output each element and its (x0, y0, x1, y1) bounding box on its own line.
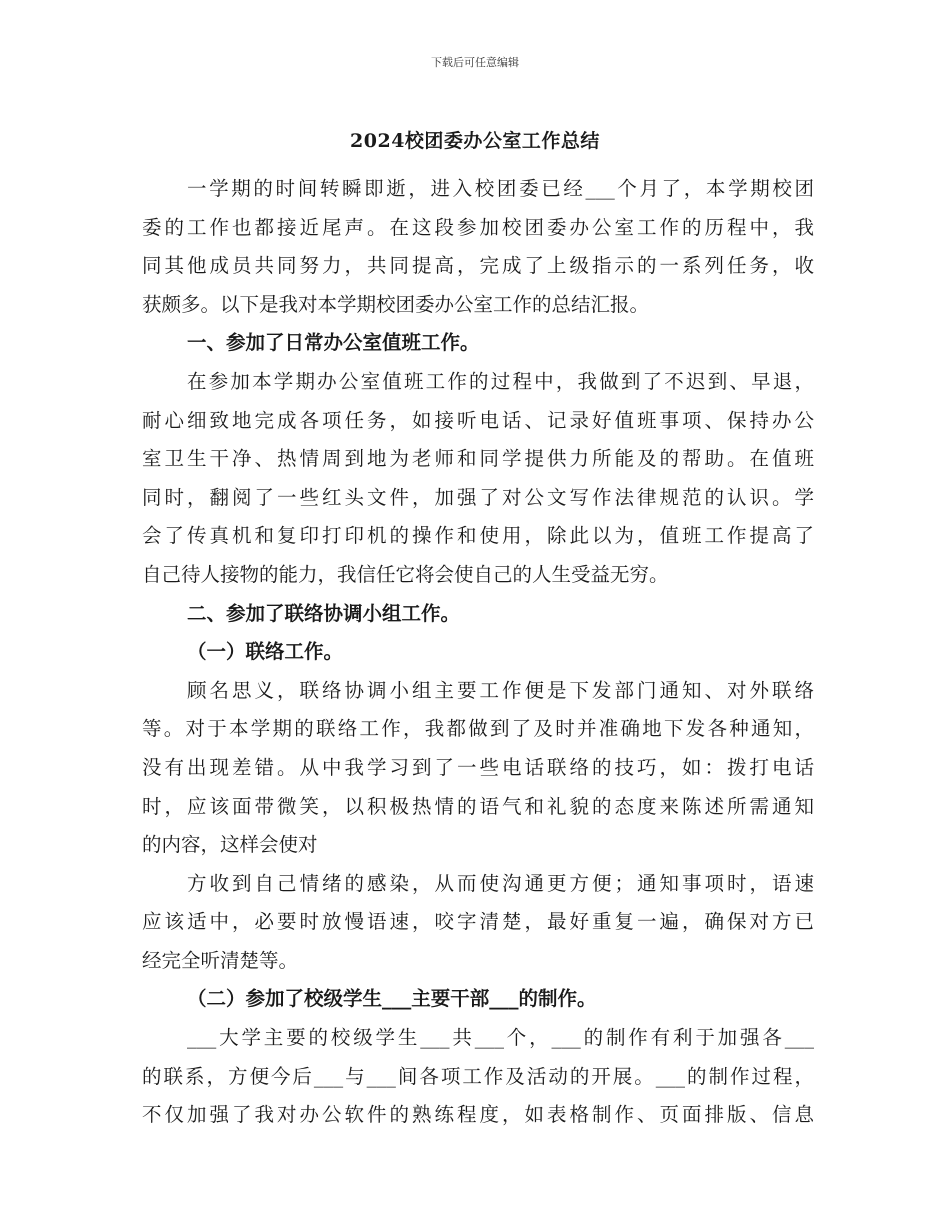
section-heading: 二、参加了联络协调小组工作。 (187, 601, 461, 625)
document-body (142, 170, 814, 1135)
paragraph-line: 同其他成员共同努力，共同提高，完成了上级指示的一系列任务，收 (142, 254, 814, 278)
section-heading: （一）联络工作。 (187, 640, 344, 664)
paragraph-line: 没有出现差错。从中我学习到了一些电话联络的技巧，如：拨打电话 (142, 755, 814, 779)
paragraph-line: ___大学主要的校级学生___共___个，___的制作有利于加强各___ (187, 1026, 814, 1050)
paragraph-line: 委的工作也都接近尾声。在这段参加校团委办公室工作的历程中，我 (142, 215, 814, 239)
header-note: 下载后可任意编辑 (431, 56, 519, 69)
document-title: 2024校团委办公室工作总结 (350, 130, 600, 152)
paragraph-line: 的联系，方便今后___与___间各项工作及活动的开展。___的制作过程， (142, 1064, 814, 1088)
paragraph-line: 顾名思义，联络协调小组主要工作便是下发部门通知、对外联络 (187, 678, 814, 702)
paragraph-line: 时，应该面带微笑，以积极热情的语气和礼貌的态度来陈述所需通知 (142, 794, 814, 818)
section-heading: （二）参加了校级学生___主要干部___的制作。 (187, 987, 597, 1011)
paragraph-line: 同时，翻阅了一些红头文件，加强了对公文写作法律规范的认识。学 (142, 485, 814, 509)
paragraph-line: 自己待人接物的能力，我信任它将会使自己的人生受益无穷。 (142, 562, 669, 586)
paragraph-line: 方收到自己情绪的感染，从而使沟通更方便；通知事项时，语速 (187, 871, 814, 895)
paragraph-line: 室卫生干净、热情周到地为老师和同学提供力所能及的帮助。在值班 (142, 447, 814, 471)
paragraph-line: 会了传真机和复印打印机的操作和使用，除此以为，值班工作提高了 (142, 524, 814, 548)
paragraph-line: 在参加本学期办公室值班工作的过程中，我做到了不迟到、早退， (187, 369, 814, 393)
paragraph-line: 应该适中，必要时放慢语速，咬字清楚，最好重复一遍，确保对方已 (142, 910, 814, 934)
paragraph-line: 获颇多。以下是我对本学期校团委办公室工作的总结汇报。 (142, 292, 650, 316)
section-heading: 一、参加了日常办公室值班工作。 (187, 331, 480, 355)
paragraph-line: 一学期的时间转瞬即逝，进入校团委已经___个月了，本学期校团 (187, 177, 814, 200)
paragraph-line: 不仅加强了我对办公软件的熟练程度，如表格制作、页面排版、信息 (142, 1103, 814, 1127)
paragraph-line: 等。对于本学期的联络工作，我都做到了及时并准确地下发各种通知， (142, 717, 814, 741)
paragraph-line: 经完全听清楚等。 (142, 948, 299, 972)
paragraph-line: 耐心细致地完成各项任务，如接听电话、记录好值班事项、保持办公 (142, 408, 814, 432)
paragraph-line: 的内容，这样会使对 (142, 833, 318, 857)
